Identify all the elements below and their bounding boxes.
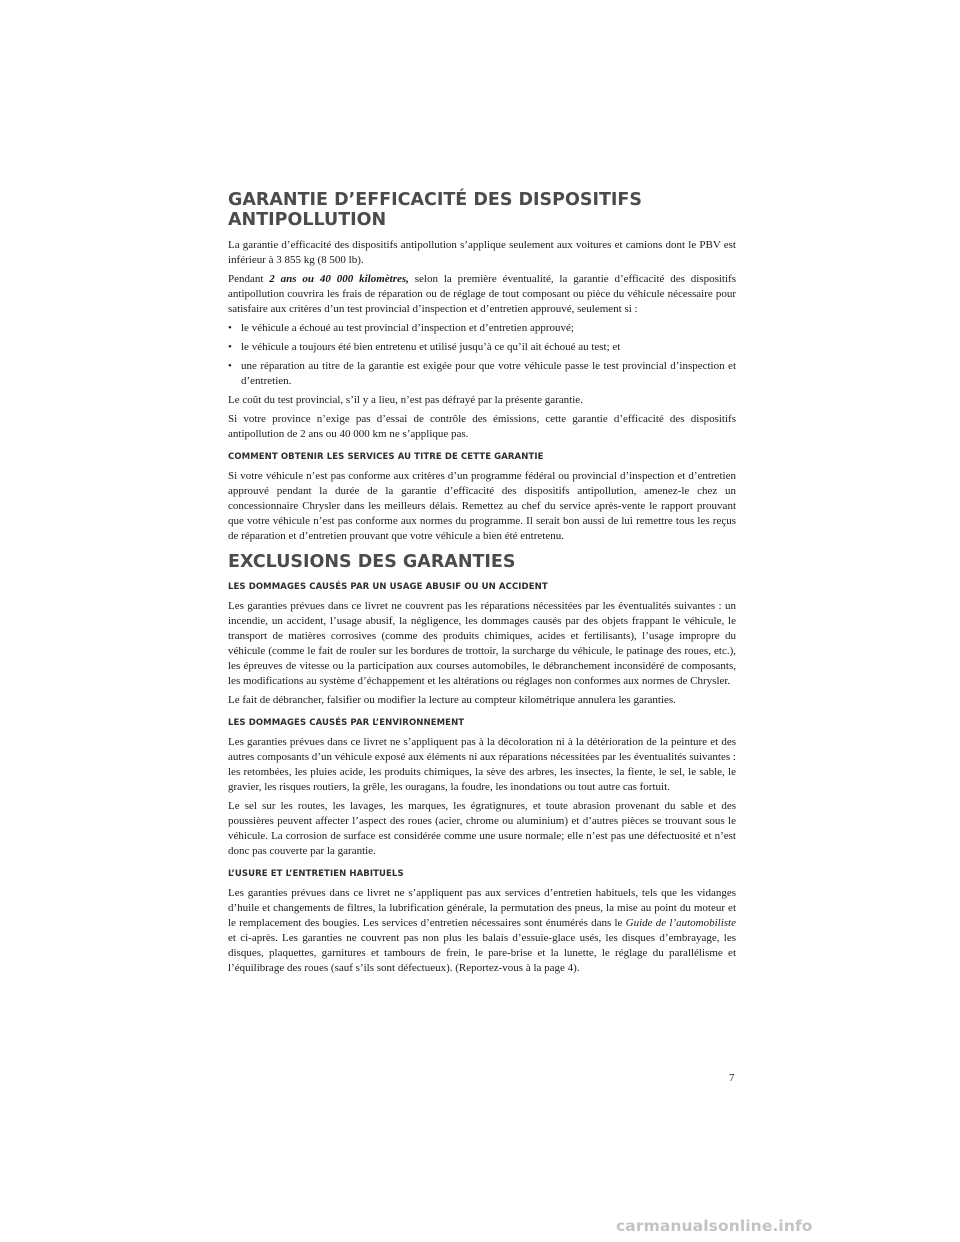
bullet-icon: • (228, 360, 232, 372)
bullet-icon: • (228, 341, 232, 353)
paragraph-coverage (228, 272, 736, 317)
wear-pre: Les garanties prévues dans ce livret ne s’appliquent pas aux services d’entretien habituels, tels que les vidanges d’huile et changements de filtres, la lubrification générale, la permutation des pneus, la mise au point du moteur et le remplacement des bougies. Les services d’entretien nécessaires sont énumérés dans le (228, 887, 736, 929)
heading-line-1: GARANTIE D’EFFICACITÉ DES DISPOSITIFS (228, 190, 642, 210)
subheading-environment: LES DOMMAGES CAUSÉS PAR L’ENVIRONNEMENT (228, 718, 465, 728)
coverage-term: 2 ans ou 40 000 kilomètres, (269, 273, 409, 285)
conditions-list (228, 321, 736, 389)
list-item (228, 321, 736, 336)
paragraph-wear-maintenance (228, 886, 736, 976)
paragraph-environment: Les garanties prévues dans ce livret ne s’appliquent pas à la décoloration ni à la détérioration de la peinture et des autres composants d’un véhicule exposé aux éléments ni aux réparations nécessitées par les éventualités suivantes : les retombées, les pluies acide, les produits chimiques, la sève des arbres, les insectes, la fiente, le sel, le sable, le gravier, les risques routiers, la grêle, les ouragans, la foudre, les inondations ou tout autre cas fortuit. (228, 736, 736, 793)
bullet-icon: • (228, 322, 232, 334)
heading-emission-warranty (228, 190, 736, 230)
paragraph-odometer: Le fait de débrancher, falsifier ou modifier la lecture au compteur kilométrique annulera les garanties. (228, 694, 676, 706)
paragraph-corrosion: Le sel sur les routes, les lavages, les marques, les égratignures, et toute abrasion provenant du sable et des poussières peuvent affecter l’aspect des roues (acier, chrome ou aluminium) et d’autres pièces se trouvant sous le véhicule. La corrosion de surface est considérée comme une usure normale; elle n’est pas une défectuosité et n’est donc pas couverte par la garantie. (228, 800, 736, 857)
list-item (228, 359, 736, 389)
paragraph-no-test: Si votre province n’exige pas d’essai de contrôle des émissions, cette garantie d’efficacité des dispositifs antipollution de 2 ans ou 40 000 km ne s’applique pas. (228, 413, 736, 440)
paragraph-intro: La garantie d’efficacité des dispositifs antipollution s’applique seulement aux voitures et camions dont le PBV est inférieur à 3 855 kg (8 500 lb). (228, 239, 736, 266)
document-body (228, 190, 736, 980)
list-item-text: le véhicule a toujours été bien entretenu et utilisé jusqu’à ce qu’il ait échoué au test; et (241, 341, 621, 353)
paragraph-abuse-accident: Les garanties prévues dans ce livret ne couvrent pas les réparations nécessitées par les éventualités suivantes : un incendie, un accident, l’usage abusif, la négligence, les dommages causés par des objets frappant le véhicule, le transport de matières corrosives (comme des produits chimiques, acides et fertilisants), l’usage impropre du véhicule (comme le fait de rouler sur les bordures de trottoir, la surcharge du véhicule, le patinage des roues, etc.), les épreuves de vitesse ou la participation aux courses automobiles, le débranchement inconsidéré de composants, les modifications au système d’échappement et les altérations ou réglages non conformes aux normes de Chrysler. (228, 600, 736, 687)
subheading-wear-maintenance: L’USURE ET L’ENTRETIEN HABITUELS (228, 869, 404, 879)
paragraph-how-to-obtain: Si votre véhicule n’est pas conforme aux critères d’un programme fédéral ou provincial d’inspection et d’entretien approuvé pendant la durée de la garantie d’efficacité des dispositifs antipollution, amenez-le chez un concessionnaire Chrysler dans les meilleurs délais. Remettez au chef du service après-vente le rapport prouvant que votre véhicule n’est pas conforme aux normes du programme. Il serait bon aussi de lui remettre tous les reçus de réparation et d’entretien prouvant que votre véhicule a bien été entretenu. (228, 470, 736, 542)
list-item-text: une réparation au titre de la garantie est exigée pour que votre véhicule passe le test provincial d’inspection et d’entretien. (241, 360, 736, 387)
list-item-text: le véhicule a échoué au test provincial d’inspection et d’entretien approuvé; (241, 322, 574, 334)
paragraph-test-cost: Le coût du test provincial, s’il y a lieu, n’est pas défrayé par la présente garantie. (228, 394, 583, 406)
subheading-how-to-obtain: COMMENT OBTENIR LES SERVICES AU TITRE DE CETTE GARANTIE (228, 452, 544, 462)
coverage-post: selon la première éventualité, la garantie d’efficacité des dispositifs antipollution couvrira les frais de réparation ou de réglage de tout composant ou pièce du véhicule nécessaire pour satisfaire aux critères d’un test provincial d’inspection et d’entretien approuvé, seulement si : (228, 273, 736, 315)
list-item (228, 340, 736, 355)
watermark-text: carmanualsonline.info (616, 1217, 813, 1235)
wear-post: et ci-après. Les garanties ne couvrent pas non plus les balais d’essuie-glace usés, les disques d’embrayage, les disques, plaquettes, garnitures et tambours de frein, le pare-brise et la lunette, le réglage du parallélisme et l’équilibrage des roues (sauf s’ils sont défectueux). (Reportez-vous à la page 4). (228, 932, 736, 974)
coverage-pre: Pendant (228, 273, 270, 285)
heading-exclusions: EXCLUSIONS DES GARANTIES (228, 552, 516, 572)
subheading-abuse-accident: LES DOMMAGES CAUSÉS PAR UN USAGE ABUSIF OU UN ACCIDENT (228, 582, 548, 592)
guide-title: Guide de l’automobiliste (625, 917, 736, 929)
heading-line-2: ANTIPOLLUTION (228, 210, 387, 230)
page-number: 7 (729, 1072, 735, 1084)
